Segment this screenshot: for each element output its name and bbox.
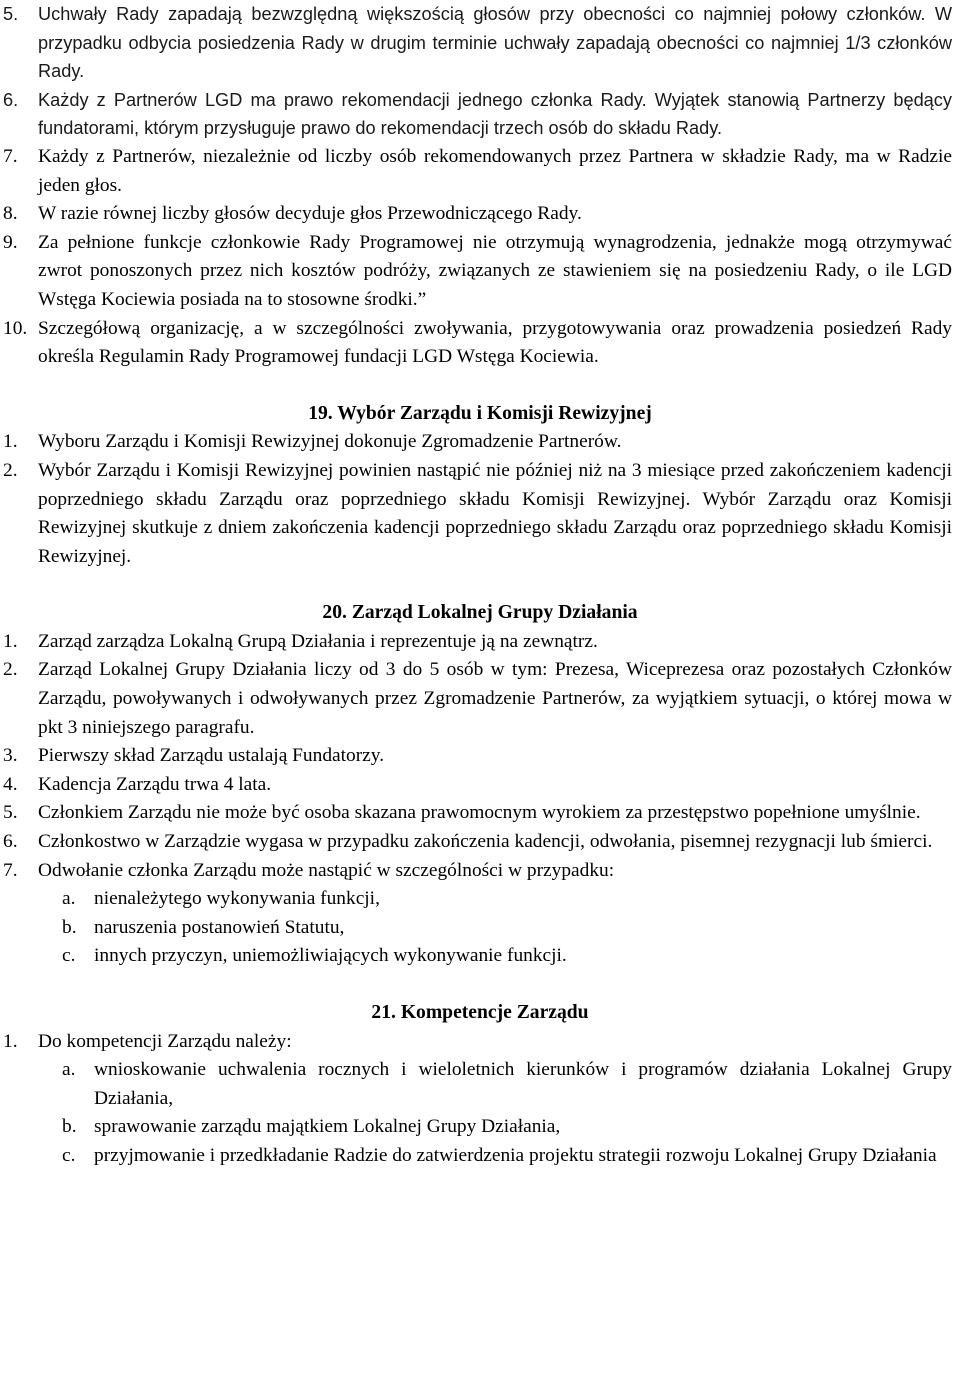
list-item xyxy=(0,771,960,800)
sub-item-letter: c. xyxy=(62,1144,76,1166)
item-number: 3. xyxy=(3,745,18,767)
item-number: 4. xyxy=(3,773,18,795)
sub-list-item xyxy=(0,1113,960,1142)
sub-list-item xyxy=(0,914,960,943)
item-number: 10. xyxy=(3,317,28,339)
item-number: 7. xyxy=(3,145,18,167)
list-item xyxy=(0,200,960,229)
item-number: 5. xyxy=(3,802,18,824)
item-text: Uchwały Rady zapadają bezwzględną większością głosów przy obecności co najmniej połowy członków. W przypadku odbycia posiedzenia Rady w drugim terminie uchwały zapadają obecności co najmniej 1/3 członków Rady. xyxy=(38,4,952,82)
section-rada-continuation xyxy=(0,0,960,372)
list-item xyxy=(0,628,960,657)
item-text: Do kompetencji Zarządu należy: xyxy=(38,1030,292,1052)
item-text: Kadencja Zarządu trwa 4 lata. xyxy=(38,773,272,795)
list-item xyxy=(0,315,960,372)
sub-item-text: wnioskowanie uchwalenia rocznych i wieloletnich kierunków i programów działania Lokalnej Grupy Działania, xyxy=(94,1059,952,1109)
section-19-list xyxy=(0,428,960,571)
sub-list-item xyxy=(0,1056,960,1113)
sub-item-text: przyjmowanie i przedkładanie Radzie do zatwierdzenia projektu strategii rozwoju Lokalnej Grupy Działania xyxy=(94,1144,937,1166)
list-item xyxy=(0,828,960,857)
list-item xyxy=(0,0,960,86)
item-text: Zarząd zarządza Lokalną Grupą Działania i reprezentuje ją na zewnątrz. xyxy=(38,630,598,652)
list-item xyxy=(0,457,960,571)
sub-item-letter: a. xyxy=(62,1059,76,1081)
section-20-list xyxy=(0,628,960,971)
item-number: 9. xyxy=(3,231,18,253)
item-number: 1. xyxy=(3,431,18,453)
item-text: Członkostwo w Zarządzie wygasa w przypadku zakończenia kadencji, odwołania, pisemnej rezygnacji lub śmierci. xyxy=(38,831,933,853)
list-item xyxy=(0,229,960,315)
item-text: Odwołanie członka Zarządu może nastąpić w szczególności w przypadku: xyxy=(38,859,615,881)
list-item xyxy=(0,742,960,771)
list-item xyxy=(0,857,960,886)
list-item xyxy=(0,799,960,828)
sub-item-letter: a. xyxy=(62,888,76,910)
item-number: 2. xyxy=(3,659,18,681)
item-number: 2. xyxy=(3,459,18,481)
item-text: Wyboru Zarządu i Komisji Rewizyjnej dokonuje Zgromadzenie Partnerów. xyxy=(38,431,622,453)
list-item xyxy=(0,1028,960,1057)
item-text: Zarząd Lokalnej Grupy Działania liczy od 3 do 5 osób w tym: Prezesa, Wiceprezesa oraz pozostałych Członków Zarządu, powoływanych i odwoływanych przez Zgromadzenie Partnerów, za wyjątkiem sytuacji, o której mowa w pkt 3 niniejszego paragrafu. xyxy=(38,659,952,738)
section-heading-19: 19. Wybór Zarządu i Komisji Rewizyjnej xyxy=(308,402,652,424)
item-number: 7. xyxy=(3,859,18,881)
section-heading-21: 21. Kompetencje Zarządu xyxy=(371,1002,589,1023)
section-heading-20: 20. Zarząd Lokalnej Grupy Działania xyxy=(322,602,638,624)
sub-item-text: sprawowanie zarządu majątkiem Lokalnej Grupy Działania, xyxy=(94,1116,561,1138)
item-number: 8. xyxy=(3,203,18,225)
sub-list-item xyxy=(0,885,960,914)
item-text: Każdy z Partnerów LGD ma prawo rekomendacji jednego członka Rady. Wyjątek stanowią Partnerzy będący fundatorami, którym przysługuje prawo do rekomendacji trzech osób do składu Rady. xyxy=(38,89,952,139)
item-text: Wybór Zarządu i Komisji Rewizyjnej powinien nastąpić nie później niż na 3 miesiące przed zakończeniem kadencji poprzedniego składu Zarządu oraz poprzedniego składu Komisji Rewizyjnej. Wybór Zarządu oraz Komisji Rewizyjnej skutkuje z dniem zakończenia kadencji poprzedniego składu Zarządu oraz poprzedniego składu Komisji Rewizyjnej. xyxy=(38,459,952,567)
item-number: 1. xyxy=(3,630,18,652)
item-number: 6. xyxy=(3,89,19,110)
item-number: 5. xyxy=(3,4,19,24)
sub-item-text: naruszenia postanowień Statutu, xyxy=(94,916,345,938)
sub-item-letter: c. xyxy=(62,945,76,967)
list-item xyxy=(0,86,960,143)
item-text: Szczegółową organizację, a w szczególności zwoływania, przygotowywania oraz prowadzenia posiedzeń Rady określa Regulamin Rady Programowej fundacji LGD Wstęga Kociewia. xyxy=(38,317,952,368)
item-text: Każdy z Partnerów, niezależnie od liczby osób rekomendowanych przez Partnera w składzie Rady, ma w Radzie jeden głos. xyxy=(38,145,952,196)
item-number: 6. xyxy=(3,831,18,853)
section-21-list xyxy=(0,1028,960,1171)
sub-item-text: innych przyczyn, uniemożliwiających wykonywanie funkcji. xyxy=(94,945,567,967)
list-item xyxy=(0,143,960,200)
sub-item-text: nienależytego wykonywania funkcji, xyxy=(94,888,380,910)
item-text: Za pełnione funkcje członkowie Rady Programowej nie otrzymują wynagrodzenia, jednakże mogą otrzymywać zwrot ponoszonych przez nich kosztów podróży, związanych ze stawieniem się na posiedzeniu Rady, o ile LGD Wstęga Kociewia posiada na to stosowne środki.” xyxy=(38,231,952,310)
sub-item-letter: b. xyxy=(62,1116,77,1138)
sub-item-letter: b. xyxy=(62,916,77,938)
item-number: 1. xyxy=(3,1030,18,1052)
list-item xyxy=(0,656,960,742)
list-item xyxy=(0,428,960,457)
item-text: Członkiem Zarządu nie może być osoba skazana prawomocnym wyrokiem za przestępstwo popełnione umyślnie. xyxy=(38,802,921,824)
item-text: W razie równej liczby głosów decyduje głos Przewodniczącego Rady. xyxy=(38,203,582,225)
item-text: Pierwszy skład Zarządu ustalają Fundatorzy. xyxy=(38,745,385,767)
sub-list-item xyxy=(0,1142,960,1171)
sub-list-item xyxy=(0,942,960,971)
